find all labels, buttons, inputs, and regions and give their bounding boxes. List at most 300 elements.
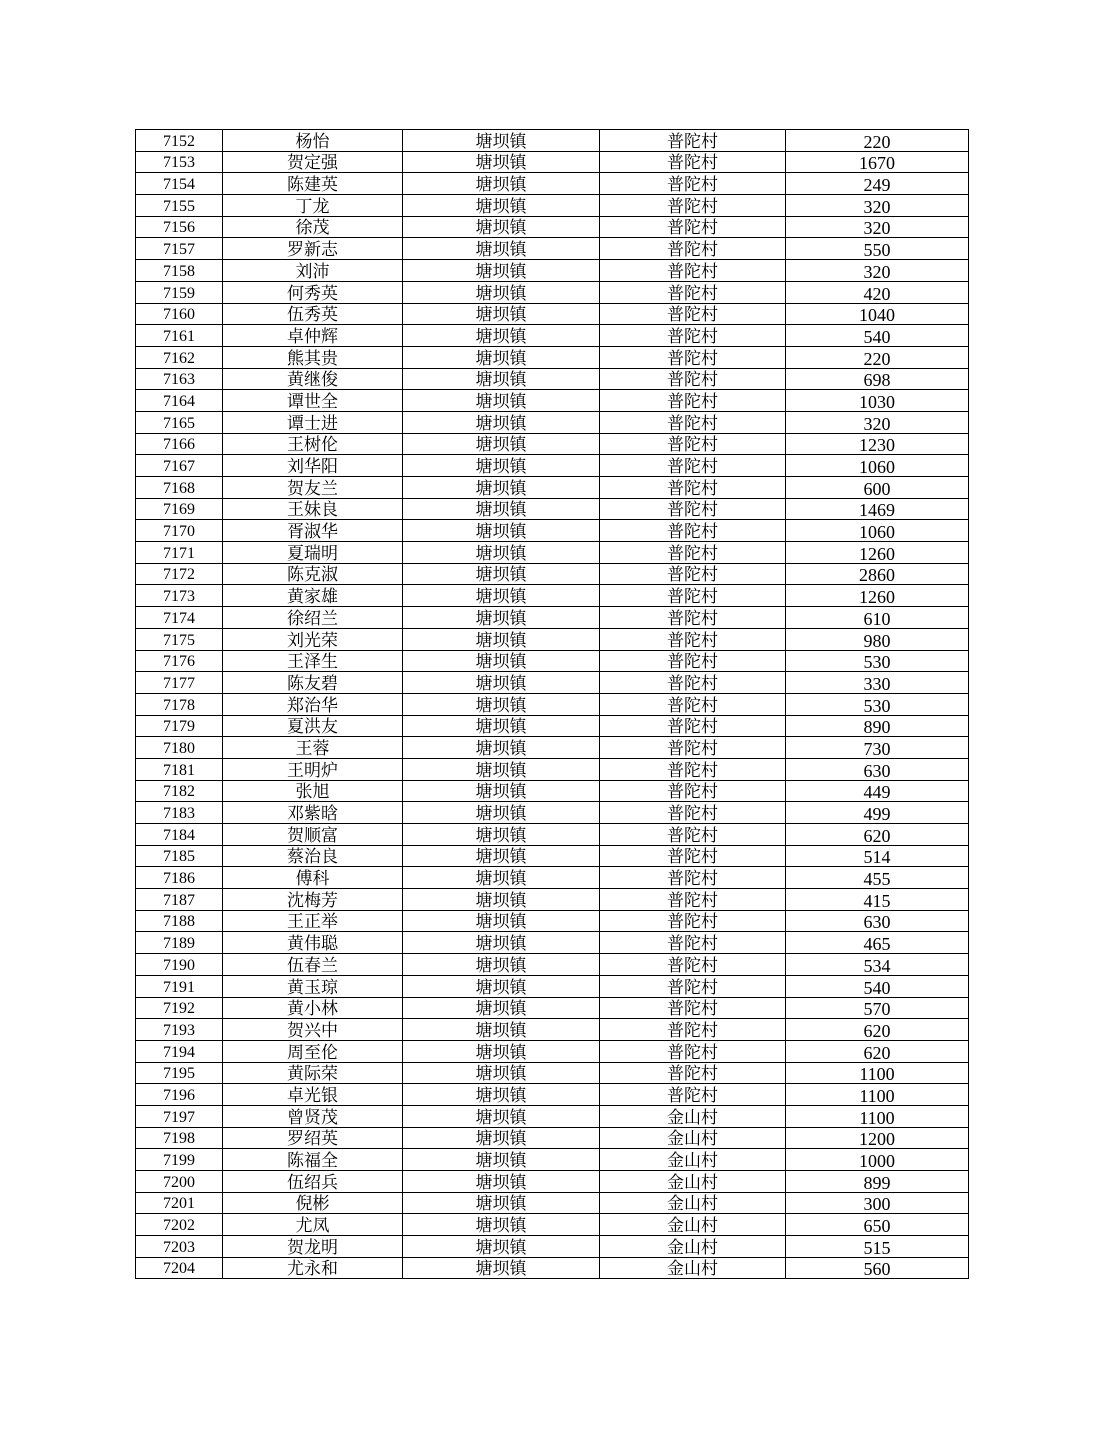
town-cell: 塘坝镇 bbox=[403, 520, 600, 542]
table-row bbox=[136, 455, 969, 477]
village-cell: 普陀村 bbox=[600, 195, 786, 217]
name-cell: 卓光银 bbox=[223, 1084, 403, 1106]
village-cell: 普陀村 bbox=[600, 281, 786, 303]
amount-cell: 1200 bbox=[786, 1127, 969, 1149]
amount-cell: 530 bbox=[786, 650, 969, 672]
table-row bbox=[136, 1105, 969, 1127]
amount-cell: 890 bbox=[786, 715, 969, 737]
records-table bbox=[135, 129, 969, 1279]
amount-cell: 415 bbox=[786, 889, 969, 911]
row-index-cell: 7162 bbox=[136, 346, 223, 368]
table-row bbox=[136, 802, 969, 824]
row-index-cell: 7155 bbox=[136, 195, 223, 217]
town-cell: 塘坝镇 bbox=[403, 932, 600, 954]
name-cell: 黄小林 bbox=[223, 997, 403, 1019]
town-cell: 塘坝镇 bbox=[403, 1127, 600, 1149]
table-row bbox=[136, 1149, 969, 1171]
town-cell: 塘坝镇 bbox=[403, 195, 600, 217]
row-index-cell: 7188 bbox=[136, 910, 223, 932]
amount-cell: 420 bbox=[786, 281, 969, 303]
village-cell: 普陀村 bbox=[600, 715, 786, 737]
amount-cell: 515 bbox=[786, 1236, 969, 1258]
table-row bbox=[136, 1084, 969, 1106]
table-row bbox=[136, 563, 969, 585]
row-index-cell: 7175 bbox=[136, 628, 223, 650]
amount-cell: 530 bbox=[786, 693, 969, 715]
town-cell: 塘坝镇 bbox=[403, 758, 600, 780]
row-index-cell: 7174 bbox=[136, 607, 223, 629]
row-index-cell: 7176 bbox=[136, 650, 223, 672]
row-index-cell: 7167 bbox=[136, 455, 223, 477]
name-cell: 邓紫晗 bbox=[223, 802, 403, 824]
town-cell: 塘坝镇 bbox=[403, 1171, 600, 1193]
row-index-cell: 7168 bbox=[136, 477, 223, 499]
name-cell: 刘华阳 bbox=[223, 455, 403, 477]
name-cell: 陈克淑 bbox=[223, 563, 403, 585]
table-row bbox=[136, 325, 969, 347]
amount-cell: 620 bbox=[786, 1040, 969, 1062]
row-index-cell: 7153 bbox=[136, 151, 223, 173]
name-cell: 尤凤 bbox=[223, 1214, 403, 1236]
row-index-cell: 7196 bbox=[136, 1084, 223, 1106]
row-index-cell: 7185 bbox=[136, 845, 223, 867]
table-row bbox=[136, 195, 969, 217]
row-index-cell: 7164 bbox=[136, 390, 223, 412]
row-index-cell: 7198 bbox=[136, 1127, 223, 1149]
village-cell: 普陀村 bbox=[600, 216, 786, 238]
row-index-cell: 7172 bbox=[136, 563, 223, 585]
table-row bbox=[136, 1127, 969, 1149]
row-index-cell: 7165 bbox=[136, 411, 223, 433]
amount-cell: 1000 bbox=[786, 1149, 969, 1171]
town-cell: 塘坝镇 bbox=[403, 130, 600, 152]
row-index-cell: 7158 bbox=[136, 260, 223, 282]
row-index-cell: 7166 bbox=[136, 433, 223, 455]
town-cell: 塘坝镇 bbox=[403, 238, 600, 260]
amount-cell: 220 bbox=[786, 130, 969, 152]
name-cell: 贺兴中 bbox=[223, 1019, 403, 1041]
amount-cell: 630 bbox=[786, 758, 969, 780]
table-row bbox=[136, 260, 969, 282]
row-index-cell: 7171 bbox=[136, 542, 223, 564]
town-cell: 塘坝镇 bbox=[403, 997, 600, 1019]
name-cell: 贺龙明 bbox=[223, 1236, 403, 1258]
table-row bbox=[136, 368, 969, 390]
village-cell: 普陀村 bbox=[600, 477, 786, 499]
name-cell: 尤永和 bbox=[223, 1257, 403, 1279]
table-row bbox=[136, 1171, 969, 1193]
village-cell: 金山村 bbox=[600, 1192, 786, 1214]
amount-cell: 2860 bbox=[786, 563, 969, 585]
town-cell: 塘坝镇 bbox=[403, 1214, 600, 1236]
table-row bbox=[136, 910, 969, 932]
row-index-cell: 7161 bbox=[136, 325, 223, 347]
town-cell: 塘坝镇 bbox=[403, 672, 600, 694]
town-cell: 塘坝镇 bbox=[403, 303, 600, 325]
name-cell: 王泽生 bbox=[223, 650, 403, 672]
town-cell: 塘坝镇 bbox=[403, 1257, 600, 1279]
amount-cell: 534 bbox=[786, 954, 969, 976]
village-cell: 普陀村 bbox=[600, 1062, 786, 1084]
amount-cell: 330 bbox=[786, 672, 969, 694]
amount-cell: 1260 bbox=[786, 542, 969, 564]
village-cell: 金山村 bbox=[600, 1105, 786, 1127]
village-cell: 普陀村 bbox=[600, 585, 786, 607]
row-index-cell: 7152 bbox=[136, 130, 223, 152]
town-cell: 塘坝镇 bbox=[403, 1192, 600, 1214]
amount-cell: 449 bbox=[786, 780, 969, 802]
town-cell: 塘坝镇 bbox=[403, 498, 600, 520]
row-index-cell: 7169 bbox=[136, 498, 223, 520]
records-body bbox=[136, 130, 969, 1279]
amount-cell: 1030 bbox=[786, 390, 969, 412]
village-cell: 普陀村 bbox=[600, 910, 786, 932]
row-index-cell: 7170 bbox=[136, 520, 223, 542]
name-cell: 贺定强 bbox=[223, 151, 403, 173]
town-cell: 塘坝镇 bbox=[403, 1019, 600, 1041]
amount-cell: 650 bbox=[786, 1214, 969, 1236]
village-cell: 普陀村 bbox=[600, 260, 786, 282]
name-cell: 周至伦 bbox=[223, 1040, 403, 1062]
name-cell: 贺友兰 bbox=[223, 477, 403, 499]
town-cell: 塘坝镇 bbox=[403, 325, 600, 347]
amount-cell: 980 bbox=[786, 628, 969, 650]
town-cell: 塘坝镇 bbox=[403, 1084, 600, 1106]
name-cell: 伍春兰 bbox=[223, 954, 403, 976]
town-cell: 塘坝镇 bbox=[403, 585, 600, 607]
table-row bbox=[136, 845, 969, 867]
name-cell: 夏洪友 bbox=[223, 715, 403, 737]
table-row bbox=[136, 889, 969, 911]
town-cell: 塘坝镇 bbox=[403, 802, 600, 824]
name-cell: 王正举 bbox=[223, 910, 403, 932]
row-index-cell: 7194 bbox=[136, 1040, 223, 1062]
town-cell: 塘坝镇 bbox=[403, 368, 600, 390]
town-cell: 塘坝镇 bbox=[403, 411, 600, 433]
row-index-cell: 7202 bbox=[136, 1214, 223, 1236]
town-cell: 塘坝镇 bbox=[403, 542, 600, 564]
town-cell: 塘坝镇 bbox=[403, 693, 600, 715]
name-cell: 蔡治良 bbox=[223, 845, 403, 867]
town-cell: 塘坝镇 bbox=[403, 260, 600, 282]
amount-cell: 465 bbox=[786, 932, 969, 954]
row-index-cell: 7197 bbox=[136, 1105, 223, 1127]
village-cell: 普陀村 bbox=[600, 130, 786, 152]
amount-cell: 1469 bbox=[786, 498, 969, 520]
name-cell: 罗新志 bbox=[223, 238, 403, 260]
name-cell: 傅科 bbox=[223, 867, 403, 889]
amount-cell: 320 bbox=[786, 216, 969, 238]
village-cell: 普陀村 bbox=[600, 737, 786, 759]
name-cell: 丁龙 bbox=[223, 195, 403, 217]
name-cell: 郑治华 bbox=[223, 693, 403, 715]
town-cell: 塘坝镇 bbox=[403, 1236, 600, 1258]
table-row bbox=[136, 520, 969, 542]
village-cell: 普陀村 bbox=[600, 173, 786, 195]
amount-cell: 570 bbox=[786, 997, 969, 1019]
town-cell: 塘坝镇 bbox=[403, 889, 600, 911]
row-index-cell: 7183 bbox=[136, 802, 223, 824]
table-row bbox=[136, 433, 969, 455]
village-cell: 普陀村 bbox=[600, 542, 786, 564]
table-row bbox=[136, 238, 969, 260]
row-index-cell: 7156 bbox=[136, 216, 223, 238]
name-cell: 徐茂 bbox=[223, 216, 403, 238]
amount-cell: 1100 bbox=[786, 1105, 969, 1127]
town-cell: 塘坝镇 bbox=[403, 910, 600, 932]
name-cell: 王树伦 bbox=[223, 433, 403, 455]
town-cell: 塘坝镇 bbox=[403, 477, 600, 499]
amount-cell: 1260 bbox=[786, 585, 969, 607]
name-cell: 黄继俊 bbox=[223, 368, 403, 390]
table-row bbox=[136, 997, 969, 1019]
name-cell: 王妹良 bbox=[223, 498, 403, 520]
village-cell: 普陀村 bbox=[600, 889, 786, 911]
town-cell: 塘坝镇 bbox=[403, 216, 600, 238]
row-index-cell: 7204 bbox=[136, 1257, 223, 1279]
table-row bbox=[136, 628, 969, 650]
name-cell: 黄伟聪 bbox=[223, 932, 403, 954]
table-row bbox=[136, 650, 969, 672]
table-row bbox=[136, 693, 969, 715]
town-cell: 塘坝镇 bbox=[403, 1149, 600, 1171]
village-cell: 普陀村 bbox=[600, 975, 786, 997]
amount-cell: 730 bbox=[786, 737, 969, 759]
table-row bbox=[136, 715, 969, 737]
amount-cell: 600 bbox=[786, 477, 969, 499]
row-index-cell: 7189 bbox=[136, 932, 223, 954]
table-row bbox=[136, 1236, 969, 1258]
name-cell: 刘沛 bbox=[223, 260, 403, 282]
name-cell: 王明炉 bbox=[223, 758, 403, 780]
row-index-cell: 7203 bbox=[136, 1236, 223, 1258]
amount-cell: 1060 bbox=[786, 520, 969, 542]
row-index-cell: 7181 bbox=[136, 758, 223, 780]
village-cell: 普陀村 bbox=[600, 303, 786, 325]
table-row bbox=[136, 1040, 969, 1062]
town-cell: 塘坝镇 bbox=[403, 281, 600, 303]
town-cell: 塘坝镇 bbox=[403, 737, 600, 759]
table-row bbox=[136, 737, 969, 759]
amount-cell: 455 bbox=[786, 867, 969, 889]
village-cell: 金山村 bbox=[600, 1257, 786, 1279]
name-cell: 黄玉琼 bbox=[223, 975, 403, 997]
amount-cell: 300 bbox=[786, 1192, 969, 1214]
table-row bbox=[136, 1192, 969, 1214]
name-cell: 陈福全 bbox=[223, 1149, 403, 1171]
name-cell: 熊其贵 bbox=[223, 346, 403, 368]
amount-cell: 320 bbox=[786, 411, 969, 433]
row-index-cell: 7186 bbox=[136, 867, 223, 889]
row-index-cell: 7180 bbox=[136, 737, 223, 759]
village-cell: 普陀村 bbox=[600, 520, 786, 542]
village-cell: 普陀村 bbox=[600, 498, 786, 520]
amount-cell: 550 bbox=[786, 238, 969, 260]
name-cell: 陈友碧 bbox=[223, 672, 403, 694]
amount-cell: 620 bbox=[786, 824, 969, 846]
village-cell: 普陀村 bbox=[600, 411, 786, 433]
table-row bbox=[136, 281, 969, 303]
name-cell: 王蓉 bbox=[223, 737, 403, 759]
row-index-cell: 7192 bbox=[136, 997, 223, 1019]
town-cell: 塘坝镇 bbox=[403, 390, 600, 412]
table-row bbox=[136, 824, 969, 846]
town-cell: 塘坝镇 bbox=[403, 650, 600, 672]
village-cell: 普陀村 bbox=[600, 346, 786, 368]
row-index-cell: 7177 bbox=[136, 672, 223, 694]
town-cell: 塘坝镇 bbox=[403, 433, 600, 455]
row-index-cell: 7154 bbox=[136, 173, 223, 195]
village-cell: 普陀村 bbox=[600, 780, 786, 802]
village-cell: 普陀村 bbox=[600, 1040, 786, 1062]
town-cell: 塘坝镇 bbox=[403, 173, 600, 195]
town-cell: 塘坝镇 bbox=[403, 563, 600, 585]
table-row bbox=[136, 1019, 969, 1041]
table-row bbox=[136, 932, 969, 954]
amount-cell: 540 bbox=[786, 975, 969, 997]
table-row bbox=[136, 542, 969, 564]
name-cell: 陈建英 bbox=[223, 173, 403, 195]
name-cell: 谭世全 bbox=[223, 390, 403, 412]
row-index-cell: 7187 bbox=[136, 889, 223, 911]
village-cell: 普陀村 bbox=[600, 997, 786, 1019]
village-cell: 普陀村 bbox=[600, 390, 786, 412]
village-cell: 普陀村 bbox=[600, 151, 786, 173]
town-cell: 塘坝镇 bbox=[403, 1040, 600, 1062]
name-cell: 何秀英 bbox=[223, 281, 403, 303]
name-cell: 伍绍兵 bbox=[223, 1171, 403, 1193]
town-cell: 塘坝镇 bbox=[403, 455, 600, 477]
amount-cell: 320 bbox=[786, 260, 969, 282]
amount-cell: 514 bbox=[786, 845, 969, 867]
table-row bbox=[136, 130, 969, 152]
village-cell: 金山村 bbox=[600, 1171, 786, 1193]
village-cell: 金山村 bbox=[600, 1149, 786, 1171]
village-cell: 普陀村 bbox=[600, 1019, 786, 1041]
village-cell: 普陀村 bbox=[600, 867, 786, 889]
village-cell: 普陀村 bbox=[600, 672, 786, 694]
village-cell: 普陀村 bbox=[600, 368, 786, 390]
row-index-cell: 7157 bbox=[136, 238, 223, 260]
table-row bbox=[136, 346, 969, 368]
row-index-cell: 7201 bbox=[136, 1192, 223, 1214]
name-cell: 谭士进 bbox=[223, 411, 403, 433]
row-index-cell: 7190 bbox=[136, 954, 223, 976]
village-cell: 普陀村 bbox=[600, 455, 786, 477]
amount-cell: 620 bbox=[786, 1019, 969, 1041]
row-index-cell: 7160 bbox=[136, 303, 223, 325]
amount-cell: 698 bbox=[786, 368, 969, 390]
table-row bbox=[136, 216, 969, 238]
village-cell: 普陀村 bbox=[600, 932, 786, 954]
town-cell: 塘坝镇 bbox=[403, 824, 600, 846]
row-index-cell: 7195 bbox=[136, 1062, 223, 1084]
name-cell: 夏瑞明 bbox=[223, 542, 403, 564]
village-cell: 普陀村 bbox=[600, 693, 786, 715]
village-cell: 普陀村 bbox=[600, 325, 786, 347]
name-cell: 黄际荣 bbox=[223, 1062, 403, 1084]
village-cell: 金山村 bbox=[600, 1236, 786, 1258]
village-cell: 普陀村 bbox=[600, 628, 786, 650]
village-cell: 普陀村 bbox=[600, 238, 786, 260]
village-cell: 普陀村 bbox=[600, 954, 786, 976]
table-row bbox=[136, 303, 969, 325]
village-cell: 普陀村 bbox=[600, 650, 786, 672]
amount-cell: 540 bbox=[786, 325, 969, 347]
town-cell: 塘坝镇 bbox=[403, 151, 600, 173]
town-cell: 塘坝镇 bbox=[403, 954, 600, 976]
name-cell: 卓仲辉 bbox=[223, 325, 403, 347]
table-row bbox=[136, 585, 969, 607]
village-cell: 普陀村 bbox=[600, 802, 786, 824]
table-row bbox=[136, 954, 969, 976]
amount-cell: 1670 bbox=[786, 151, 969, 173]
table-row bbox=[136, 758, 969, 780]
town-cell: 塘坝镇 bbox=[403, 780, 600, 802]
table-row bbox=[136, 498, 969, 520]
village-cell: 普陀村 bbox=[600, 758, 786, 780]
village-cell: 普陀村 bbox=[600, 607, 786, 629]
amount-cell: 1040 bbox=[786, 303, 969, 325]
amount-cell: 1100 bbox=[786, 1062, 969, 1084]
table-row bbox=[136, 1257, 969, 1279]
table-row bbox=[136, 867, 969, 889]
row-index-cell: 7184 bbox=[136, 824, 223, 846]
name-cell: 曾贤茂 bbox=[223, 1105, 403, 1127]
row-index-cell: 7200 bbox=[136, 1171, 223, 1193]
row-index-cell: 7173 bbox=[136, 585, 223, 607]
table-row bbox=[136, 975, 969, 997]
name-cell: 杨怡 bbox=[223, 130, 403, 152]
name-cell: 刘光荣 bbox=[223, 628, 403, 650]
amount-cell: 1060 bbox=[786, 455, 969, 477]
name-cell: 胥淑华 bbox=[223, 520, 403, 542]
amount-cell: 249 bbox=[786, 173, 969, 195]
village-cell: 普陀村 bbox=[600, 563, 786, 585]
table-row bbox=[136, 672, 969, 694]
amount-cell: 560 bbox=[786, 1257, 969, 1279]
name-cell: 徐绍兰 bbox=[223, 607, 403, 629]
town-cell: 塘坝镇 bbox=[403, 1105, 600, 1127]
village-cell: 普陀村 bbox=[600, 433, 786, 455]
table-row bbox=[136, 1214, 969, 1236]
row-index-cell: 7193 bbox=[136, 1019, 223, 1041]
name-cell: 罗绍英 bbox=[223, 1127, 403, 1149]
table-row bbox=[136, 390, 969, 412]
table-row bbox=[136, 411, 969, 433]
row-index-cell: 7191 bbox=[136, 975, 223, 997]
amount-cell: 899 bbox=[786, 1171, 969, 1193]
table-row bbox=[136, 607, 969, 629]
town-cell: 塘坝镇 bbox=[403, 845, 600, 867]
name-cell: 伍秀英 bbox=[223, 303, 403, 325]
row-index-cell: 7163 bbox=[136, 368, 223, 390]
name-cell: 张旭 bbox=[223, 780, 403, 802]
village-cell: 普陀村 bbox=[600, 1084, 786, 1106]
name-cell: 黄家雄 bbox=[223, 585, 403, 607]
village-cell: 金山村 bbox=[600, 1127, 786, 1149]
row-index-cell: 7199 bbox=[136, 1149, 223, 1171]
table-row bbox=[136, 151, 969, 173]
town-cell: 塘坝镇 bbox=[403, 975, 600, 997]
name-cell: 贺顺富 bbox=[223, 824, 403, 846]
table-row bbox=[136, 780, 969, 802]
town-cell: 塘坝镇 bbox=[403, 715, 600, 737]
village-cell: 金山村 bbox=[600, 1214, 786, 1236]
village-cell: 普陀村 bbox=[600, 824, 786, 846]
row-index-cell: 7178 bbox=[136, 693, 223, 715]
town-cell: 塘坝镇 bbox=[403, 628, 600, 650]
